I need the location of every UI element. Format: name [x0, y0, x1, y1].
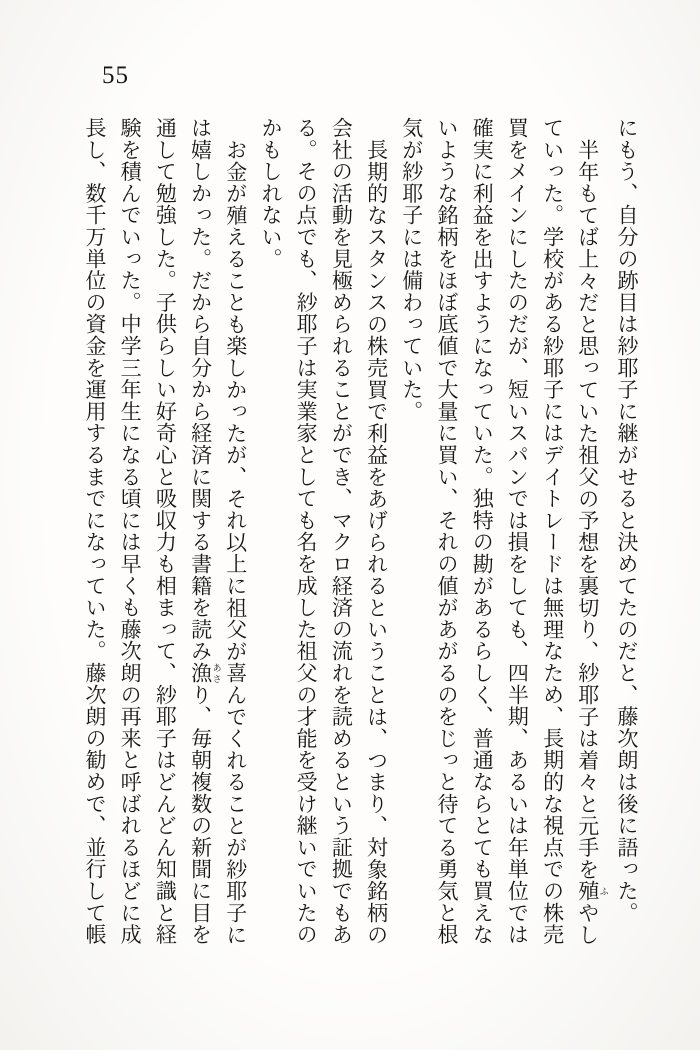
- text-block: [80, 117, 644, 949]
- furigana-ruby: 漁 あさ: [188, 662, 222, 684]
- furigana-ruby: 殖 ふ: [575, 880, 609, 903]
- page-number: 55: [102, 62, 129, 89]
- paragraph: お金が殖えることも楽しかったが、それ以上に祖父が喜んでくれることが紗耶子には嬉しかった。だから自分から経済に関する書籍を読み漁 あさり、毎朝複数の新聞に目を通して勉強した。子供らしい好奇心と吸収力も相まって、紗耶子はどんどん知識と経験を積んでいった。中学三年生になる頃には早くも藤次朗の再来と呼ばれるほどに成長し、数千万単位の資金を運用するまでになっていた。藤次朗の勧めで、並行して帳: [82, 117, 248, 946]
- paragraph: 半年もてば上々だと思っていた祖父の予想を裏切り、紗耶子は着々と元手を殖 ふやしていった。学校がある紗耶子にはデイトレードは無理なため、長期的な視点での株売買をメインにしたのだが、短いスパンでは損をしても、四半期、あるいは年単位では確実に利益を出すようになっていた。独特の勘があるらしく、普通ならとても買えないような銘柄をほぼ底値で大量に買い、それの値があがるのをじっと待てる勇気と根気が紗耶子には備わっていた。: [399, 117, 609, 946]
- paragraph: にもう、自分の跡目は紗耶子に継がせると決めてたのだと、藤次朗は後に語った。: [615, 117, 639, 924]
- paragraph: 長期的なスタンスの株売買で利益をあげられるということは、つまり、対象銘柄の会社の活動を見極められることができ、マクロ経済の流れを読めるという証拠でもある。その点でも、紗耶子は実業家としても名を成した祖父の才能を受け継いでいたのかもしれない。: [258, 117, 389, 946]
